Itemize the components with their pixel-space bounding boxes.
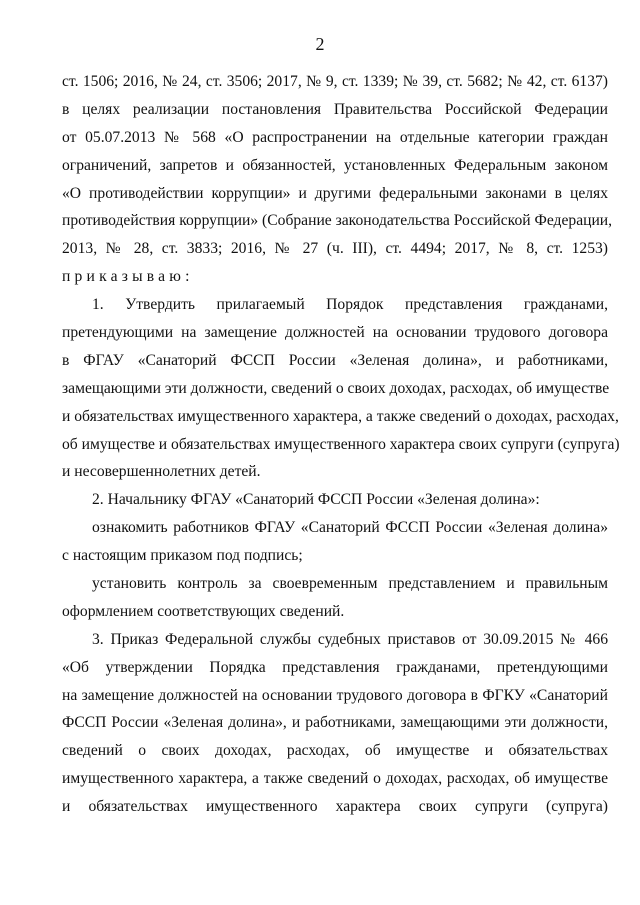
text-line: и несовершеннолетних детей. (62, 463, 261, 481)
text-line: 1. Утвердить прилагаемый Порядок представления гражданами, (92, 296, 608, 314)
text-line: с настоящим приказом под подпись; (62, 547, 303, 565)
text-line: в целях реализации постановления Правительства Российской Федерации (62, 100, 608, 118)
text-line: приказываю: (62, 268, 194, 286)
text-line: 2013, № 28, ст. 3833; 2016, № 27 (ч. III), ст. 4494; 2017, № 8, ст. 1253) (62, 240, 608, 258)
text-line: претендующими на замещение должностей на основании трудового договора (62, 324, 608, 342)
text-line: замещающими эти должности, сведений о своих доходах, расходах, об имуществе (62, 379, 610, 397)
text-line: в ФГАУ «Санаторий ФССП России «Зеленая долина», и работниками, (62, 351, 608, 369)
page-number: 2 (315, 34, 325, 54)
text-line: и обязательствах имущественного характера, а также сведений о доходах, расходах, (62, 407, 619, 425)
text-line: установить контроль за своевременным представлением и правильным (92, 575, 608, 593)
text-line: противодействия коррупции» (Собрание законодательства Российской Федерации, (62, 212, 613, 230)
text-line: 2. Начальнику ФГАУ «Санаторий ФССП России «Зеленая долина»: (92, 491, 540, 509)
text-line: от 05.07.2013 № 568 «О распространении на отдельные категории граждан (62, 128, 608, 146)
text-line: имущественного характера, а также сведений о доходах, расходах, об имуществе (62, 770, 608, 788)
document-body (62, 68, 620, 821)
text-line: ФССП России «Зеленая долина», и работниками, замещающими эти должности, (62, 714, 608, 732)
text-line: сведений о своих доходах, расходах, об имуществе и обязательствах (62, 742, 608, 760)
text-line: «О противодействии коррупции» и другими федеральными законами в целях (62, 184, 608, 202)
text-line: ограничений, запретов и обязанностей, установленных Федеральным законом (62, 156, 608, 174)
text-line: на замещение должностей на основании трудового договора в ФГКУ «Санаторий (62, 686, 608, 704)
text-line: «Об утверждении Порядка представления гражданами, претендующими (62, 658, 608, 676)
text-line: и обязательствах имущественного характера своих супруги (супруга) (62, 798, 608, 816)
text-line: оформлением соответствующих сведений. (62, 602, 345, 620)
text-line: ст. 1506; 2016, № 24, ст. 3506; 2017, № 9, ст. 1339; № 39, ст. 5682; № 42, ст. 6137) (62, 73, 608, 90)
text-line: 3. Приказ Федеральной службы судебных приставов от 30.09.2015 № 466 (92, 630, 608, 648)
text-line: ознакомить работников ФГАУ «Санаторий ФССП России «Зеленая долина» (92, 519, 608, 537)
text-line: об имуществе и обязательствах имущественного характера своих супруги (супруга) (62, 435, 620, 453)
